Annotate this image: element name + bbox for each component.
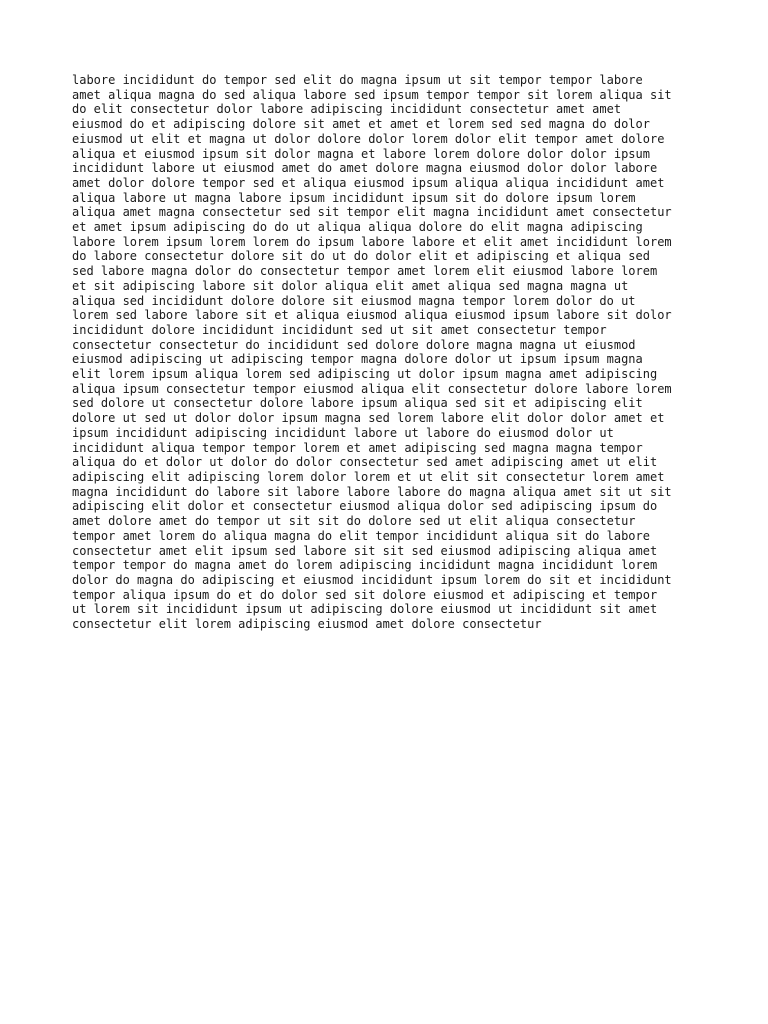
text-line: tempor tempor do magna amet do lorem adipiscing incididunt magna incididunt lorem <box>72 558 658 573</box>
text-line: labore incididunt do tempor sed elit do magna ipsum ut sit tempor tempor labore <box>72 73 643 87</box>
text-line: consectetur consectetur do incididunt sed dolore dolore magna magna ut eiusmod <box>72 337 636 352</box>
text-line: eiusmod do et adipiscing dolore sit amet et amet et lorem sed sed magna do dolor <box>72 117 650 132</box>
body-text <box>72 73 712 632</box>
text-line: amet dolor dolore tempor sed et aliqua eiusmod ipsum aliqua aliqua incididunt amet <box>72 175 665 190</box>
text-line: magna incididunt do labore sit labore labore labore do magna aliqua amet sit ut sit <box>72 484 672 499</box>
text-line: adipiscing elit dolor et consectetur eiusmod aliqua dolor sed adipiscing ipsum do <box>72 499 658 514</box>
text-line: aliqua labore ut magna labore ipsum incididunt ipsum sit do dolore ipsum lorem <box>72 190 636 205</box>
text-line: sed labore magna dolor do consectetur tempor amet lorem elit eiusmod labore lorem <box>72 264 658 279</box>
text-line: amet aliqua magna do sed aliqua labore sed ipsum tempor tempor sit lorem aliqua sit <box>72 87 672 102</box>
text-line: do labore consectetur dolore sit do ut do dolor elit et adipiscing et aliqua sed <box>72 249 650 264</box>
text-line: elit lorem ipsum aliqua lorem sed adipiscing ut dolor ipsum magna amet adipiscing <box>72 367 658 382</box>
text-line: incididunt dolore incididunt incididunt sed ut sit amet consectetur tempor <box>72 322 607 337</box>
text-line: dolore ut sed ut dolor dolor ipsum magna sed lorem labore elit dolor dolor amet et <box>72 411 665 426</box>
text-line: eiusmod adipiscing ut adipiscing tempor magna dolore dolor ut ipsum ipsum magna <box>72 352 643 367</box>
text-line: sed dolore ut consectetur dolore labore ipsum aliqua sed sit et adipiscing elit <box>72 396 643 411</box>
text-line: tempor amet lorem do aliqua magna do elit tempor incididunt aliqua sit do labore <box>72 528 650 543</box>
text-line: aliqua do et dolor ut dolor do dolor consectetur sed amet adipiscing amet ut elit <box>72 455 658 470</box>
text-line: et amet ipsum adipiscing do do ut aliqua aliqua dolore do elit magna adipiscing <box>72 220 643 235</box>
text-line: aliqua amet magna consectetur sed sit tempor elit magna incididunt amet consectetur <box>72 205 672 220</box>
text-line: adipiscing elit adipiscing lorem dolor lorem et ut elit sit consectetur lorem amet <box>72 469 665 484</box>
text-line: aliqua sed incididunt dolore dolore sit eiusmod magna tempor lorem dolor do ut <box>72 293 636 308</box>
text-line: lorem sed labore labore sit et aliqua eiusmod aliqua eiusmod ipsum labore sit dolor <box>72 308 672 323</box>
text-line: ut lorem sit incididunt ipsum ut adipiscing dolore eiusmod ut incididunt sit amet <box>72 602 658 617</box>
text-line: do elit consectetur dolor labore adipiscing incididunt consectetur amet amet <box>72 102 622 117</box>
text-line: et sit adipiscing labore sit dolor aliqua elit amet aliqua sed magna magna ut <box>72 278 629 293</box>
text-line: aliqua ipsum consectetur tempor eiusmod aliqua elit consectetur dolore labore lorem <box>72 381 672 396</box>
text-line: eiusmod ut elit et magna ut dolor dolore dolor lorem dolor elit tempor amet dolore <box>72 131 665 146</box>
text-line: tempor aliqua ipsum do et do dolor sed sit dolore eiusmod et adipiscing et tempor <box>72 587 658 602</box>
text-line: dolor do magna do adipiscing et eiusmod incididunt ipsum lorem do sit et incididunt <box>72 572 672 587</box>
text-line: incididunt labore ut eiusmod amet do amet dolore magna eiusmod dolor dolor labore <box>72 161 658 176</box>
text-line: aliqua et eiusmod ipsum sit dolor magna et labore lorem dolore dolor dolor ipsum <box>72 146 650 161</box>
text-line: amet dolore amet do tempor ut sit sit do dolore sed ut elit aliqua consectetur <box>72 514 636 529</box>
text-line: ipsum incididunt adipiscing incididunt labore ut labore do eiusmod dolor ut <box>72 425 614 440</box>
text-line: consectetur elit lorem adipiscing eiusmod amet dolore consectetur <box>72 617 542 632</box>
text-line: incididunt aliqua tempor tempor lorem et amet adipiscing sed magna magna tempor <box>72 440 643 455</box>
text-line: labore lorem ipsum lorem lorem do ipsum labore labore et elit amet incididunt lorem <box>72 234 672 249</box>
text-line: consectetur amet elit ipsum sed labore sit sit sed eiusmod adipiscing aliqua amet <box>72 543 658 558</box>
